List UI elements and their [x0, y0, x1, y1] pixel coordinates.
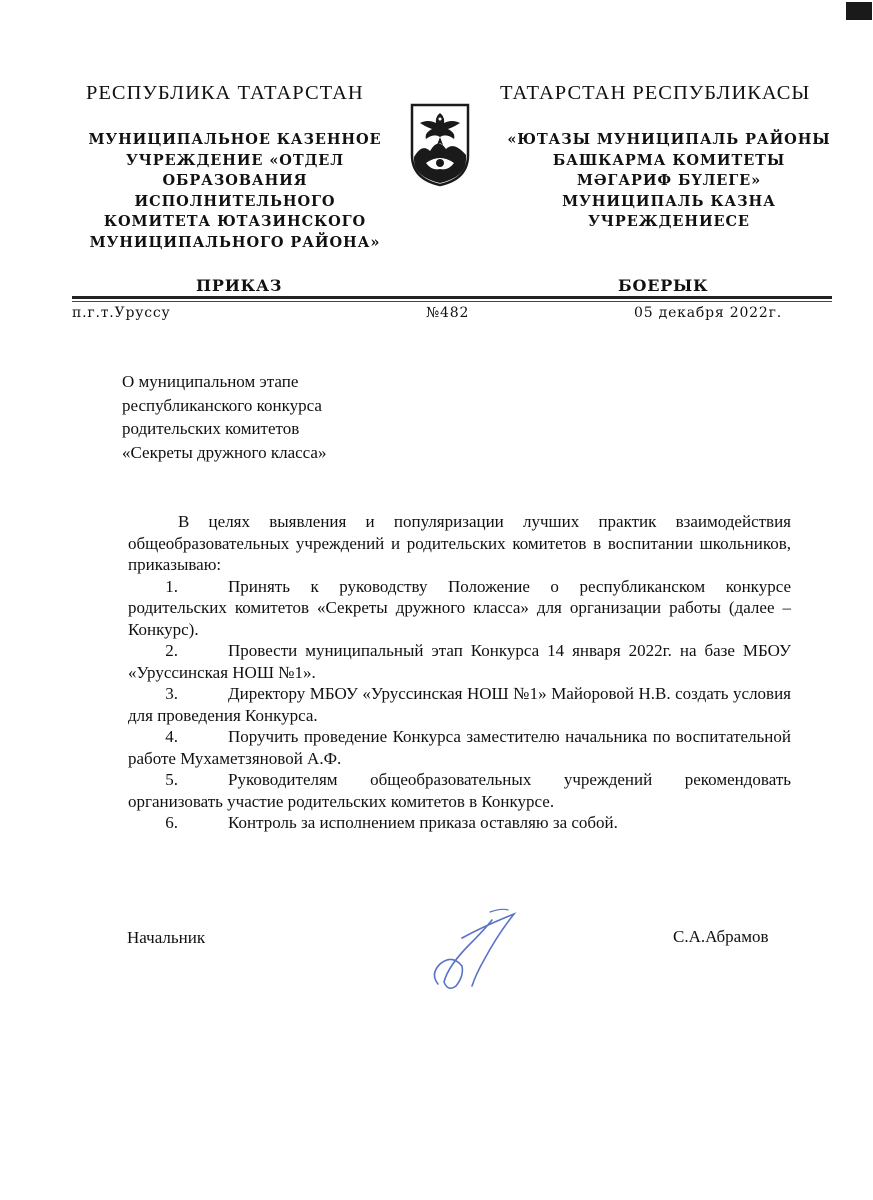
- header-right-title: ТАТАРСТАН РЕСПУБЛИКАСЫ: [500, 82, 811, 104]
- order-body: [128, 511, 791, 834]
- header-divider-thin: [72, 301, 832, 302]
- order-item: [128, 726, 791, 769]
- doc-type-tatar: БОЕРЫК: [618, 276, 709, 295]
- org-line: МӘГАРИФ БҮЛЕГЕ»: [576, 172, 762, 189]
- org-line: БАШКАРМА КОМИТЕТЫ: [552, 151, 786, 169]
- signatory-name: С.А.Абрамов: [673, 927, 769, 946]
- org-line: УЧРЕЖДЕНИЕСЕ: [588, 213, 750, 230]
- subject-line: «Секреты дружного класса»: [122, 442, 327, 462]
- doc-number: №482: [426, 305, 470, 321]
- doc-date: 05 декабря 2022г.: [634, 305, 782, 321]
- order-item: [128, 640, 791, 683]
- signatory-position: Начальник: [127, 928, 206, 947]
- item-number: 5.: [165, 770, 178, 789]
- item-text: Принять к руководству Положение о республиканском конкурсе родительских комитетов «Секреты дружного класса» для организации работы (далее – Конкурс).: [128, 576, 791, 639]
- item-number: 1.: [165, 576, 178, 596]
- item-number: 6.: [165, 813, 178, 832]
- order-item: [128, 576, 791, 641]
- org-line: МУНИЦИПАЛЬ КАЗНА: [562, 192, 776, 210]
- org-name-russian: [76, 130, 394, 253]
- org-line: УЧРЕЖДЕНИЕ «ОТДЕЛ: [126, 151, 344, 169]
- item-text: Поручить проведение Конкурса заместителю начальника по воспитательной работе Мухаметзяновой А.Ф.: [128, 727, 791, 768]
- order-item: [128, 769, 791, 812]
- org-line: КОМИТЕТА ЮТАЗИНСКОГО: [103, 213, 367, 230]
- subject-line: родительских комитетов: [122, 419, 300, 438]
- subject-line: республиканского конкурса: [122, 395, 322, 415]
- coat-of-arms-emblem: [408, 103, 472, 187]
- order-intro: В целях выявления и популяризации лучших практик взаимодействия общеобразовательных учреждений и родительских комитетов в воспитании школьников, приказываю:: [128, 512, 791, 574]
- header-left-title: РЕСПУБЛИКА ТАТАРСТАН: [86, 82, 364, 104]
- doc-place: п.г.т.Уруссу: [72, 305, 171, 321]
- handwritten-signature: [418, 904, 528, 994]
- scan-corner-mark: [846, 2, 872, 20]
- subject-line: О муниципальном этапе: [122, 372, 299, 391]
- order-subject: [122, 370, 402, 464]
- item-number: 4.: [165, 727, 178, 746]
- org-line: ИСПОЛНИТЕЛЬНОГО: [134, 192, 336, 210]
- org-line: МУНИЦИПАЛЬНОЕ КАЗЕННОЕ: [88, 131, 382, 148]
- item-text: Директору МБОУ «Уруссинская НОШ №1» Майоровой Н.В. создать условия для проведения Конкурса.: [128, 684, 791, 725]
- org-name-tatar: [494, 130, 844, 233]
- item-text: Руководителям общеобразовательных учреждений рекомендовать организовать участие родительских комитетов в Конкурсе.: [128, 770, 791, 811]
- item-text: Контроль за исполнением приказа оставляю за собой.: [228, 813, 618, 832]
- order-item: [128, 683, 791, 726]
- order-item: [128, 812, 791, 834]
- org-line: ОБРАЗОВАНИЯ: [162, 172, 308, 189]
- org-line: МУНИЦИПАЛЬНОГО РАЙОНА»: [89, 233, 381, 251]
- doc-type-russian: ПРИКАЗ: [196, 276, 283, 295]
- org-line: «ЮТАЗЫ МУНИЦИПАЛЬ РАЙОНЫ: [507, 131, 831, 148]
- item-text: Провести муниципальный этап Конкурса 14 января 2022г. на базе МБОУ «Уруссинская НОШ №1».: [128, 641, 791, 682]
- header-divider: [72, 296, 832, 299]
- item-number: 2.: [165, 641, 178, 660]
- item-number: 3.: [165, 684, 178, 703]
